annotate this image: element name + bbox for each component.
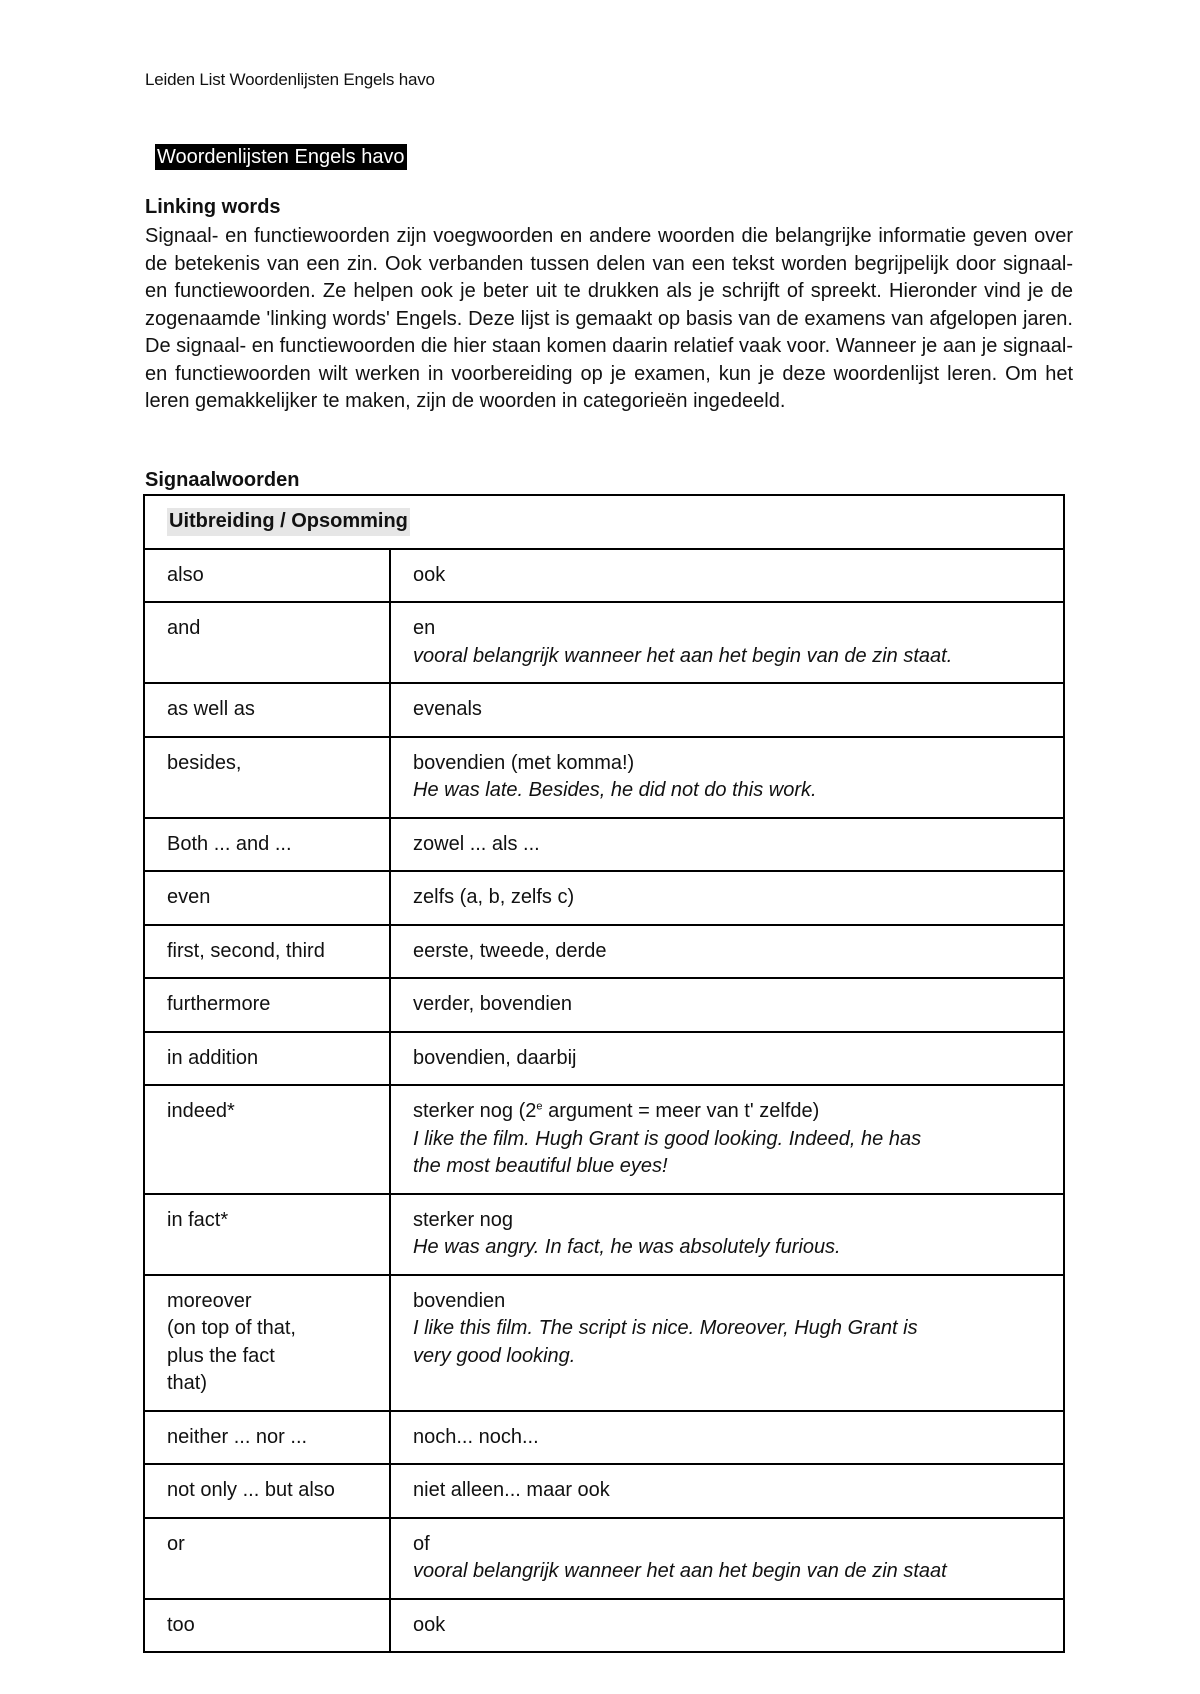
dutch-translation: verder, bovendien xyxy=(413,993,573,1015)
dutch-translation-cell xyxy=(390,1464,1064,1518)
dutch-translation: en xyxy=(413,617,436,639)
english-term: too xyxy=(144,1599,390,1653)
dutch-translation-cell xyxy=(390,818,1064,872)
dutch-translation: niet alleen... maar ook xyxy=(413,1479,610,1501)
dutch-translation: zelfs (a, b, zelfs c) xyxy=(413,886,575,908)
dutch-translation-cell xyxy=(390,978,1064,1032)
table-row xyxy=(144,683,1064,737)
example-sentence: He was angry. In fact, he was absolutely furious. xyxy=(413,1236,841,1258)
dutch-translation: eerste, tweede, derde xyxy=(413,939,607,962)
dutch-translation: sterker nog xyxy=(413,1208,514,1231)
english-term: even xyxy=(144,871,390,925)
table-row xyxy=(144,1518,1064,1599)
dutch-translation-cell xyxy=(390,1411,1064,1465)
english-term: first, second, third xyxy=(144,925,390,979)
dutch-translation-cell xyxy=(390,549,1064,603)
example-sentence: He was late. Besides, he did not do this work. xyxy=(413,779,817,801)
dutch-translation xyxy=(413,1098,1041,1126)
dutch-translation-cell xyxy=(390,925,1064,979)
table-row xyxy=(144,602,1064,683)
dutch-translation: bovendien (met komma!) xyxy=(413,751,635,774)
dutch-translation-part: sterker nog (2 xyxy=(413,1100,537,1122)
table-row xyxy=(144,1194,1064,1275)
intro-paragraph: Signaal- en functiewoorden zijn voegwoorden en andere woorden die belangrijke informatie geven over de betekenis van een zin. Ook verbanden tussen delen van een tekst worden begrijpelijk door signaal- en functiewoorden. Ze helpen ook je beter uit te drukken als je schrijft of spreekt. Hieronder vind je de zogenaamde 'linking words' Engels. Deze lijst is gemaakt op basis van de examens van afgelopen jaren. De signaal- en functiewoorden die hier staan komen daarin relatief vaak voor. Wanneer je aan je signaal- en functiewoorden wilt werken in voorbereiding op je examen, kun je deze woordenlijst leren. Om het leren gemakkelijker te maken, zijn de woorden in categorieën ingedeeld. xyxy=(145,225,1073,412)
example-sentence: I like this film. The script is nice. Moreover, Hugh Grant is very good looking. xyxy=(413,1317,918,1367)
dutch-translation: bovendien, daarbij xyxy=(413,1046,577,1069)
english-term: indeed* xyxy=(144,1085,390,1194)
english-term: or xyxy=(144,1518,390,1599)
dutch-translation-cell xyxy=(390,1518,1064,1599)
page-header: Leiden List Woordenlijsten Engels havo xyxy=(145,70,435,89)
table-row xyxy=(144,1599,1064,1653)
dutch-translation: noch... noch... xyxy=(413,1425,539,1448)
dutch-translation: ook xyxy=(413,563,446,586)
english-term: in addition xyxy=(144,1032,390,1086)
table-row xyxy=(144,1464,1064,1518)
linking-words-heading: Linking words xyxy=(145,196,281,218)
english-term: as well as xyxy=(144,683,390,737)
english-term: not only ... but also xyxy=(144,1464,390,1518)
dutch-translation-part: argument = meer van t' zelfde) xyxy=(542,1100,820,1122)
table-row xyxy=(144,925,1064,979)
dutch-translation-cell xyxy=(390,871,1064,925)
english-term: neither ... nor ... xyxy=(144,1411,390,1465)
dutch-translation: of xyxy=(413,1532,430,1555)
table-row xyxy=(144,737,1064,818)
english-term: and xyxy=(144,602,390,683)
dutch-translation-cell xyxy=(390,1275,1064,1411)
example-sentence: I like the film. Hugh Grant is good looking. Indeed, he has the most beautiful blue eyes! xyxy=(413,1127,922,1177)
dutch-translation-cell xyxy=(390,602,1064,683)
document-title: Woordenlijsten Engels havo xyxy=(157,146,405,168)
english-term: Both ... and ... xyxy=(144,818,390,872)
english-term: moreover (on top of that, plus the fact that) xyxy=(144,1275,390,1411)
dutch-translation-cell xyxy=(390,1085,1064,1194)
table-row xyxy=(144,978,1064,1032)
table-row xyxy=(144,871,1064,925)
table-row xyxy=(144,1085,1064,1194)
example-sentence: vooral belangrijk wanneer het aan het begin van de zin staat xyxy=(413,1560,947,1582)
category-cell xyxy=(144,495,1064,549)
dutch-translation: bovendien xyxy=(413,1289,506,1312)
table-row xyxy=(144,1275,1064,1411)
dutch-translation-cell xyxy=(390,1599,1064,1653)
dutch-translation: evenals xyxy=(413,698,482,720)
dutch-translation: zowel ... als ... xyxy=(413,832,540,855)
table-row xyxy=(144,549,1064,603)
signaalwoorden-heading: Signaalwoorden xyxy=(145,469,300,491)
example-sentence: vooral belangrijk wanneer het aan het begin van de zin staat. xyxy=(413,644,953,667)
dutch-translation-cell xyxy=(390,737,1064,818)
dutch-translation-cell xyxy=(390,1194,1064,1275)
table-row xyxy=(144,1032,1064,1086)
dutch-translation-cell xyxy=(390,683,1064,737)
category-label: Uitbreiding / Opsomming xyxy=(167,508,410,536)
dutch-translation-cell xyxy=(390,1032,1064,1086)
table-row xyxy=(144,1411,1064,1465)
english-term: furthermore xyxy=(144,978,390,1032)
ordinal-superscript: e xyxy=(536,1100,543,1113)
english-term: besides, xyxy=(144,737,390,818)
linking-words-table xyxy=(143,494,1065,1653)
table-row xyxy=(144,818,1064,872)
english-term: also xyxy=(144,549,390,603)
dutch-translation: ook xyxy=(413,1613,446,1636)
english-term: in fact* xyxy=(144,1194,390,1275)
table-category-row xyxy=(144,495,1064,549)
